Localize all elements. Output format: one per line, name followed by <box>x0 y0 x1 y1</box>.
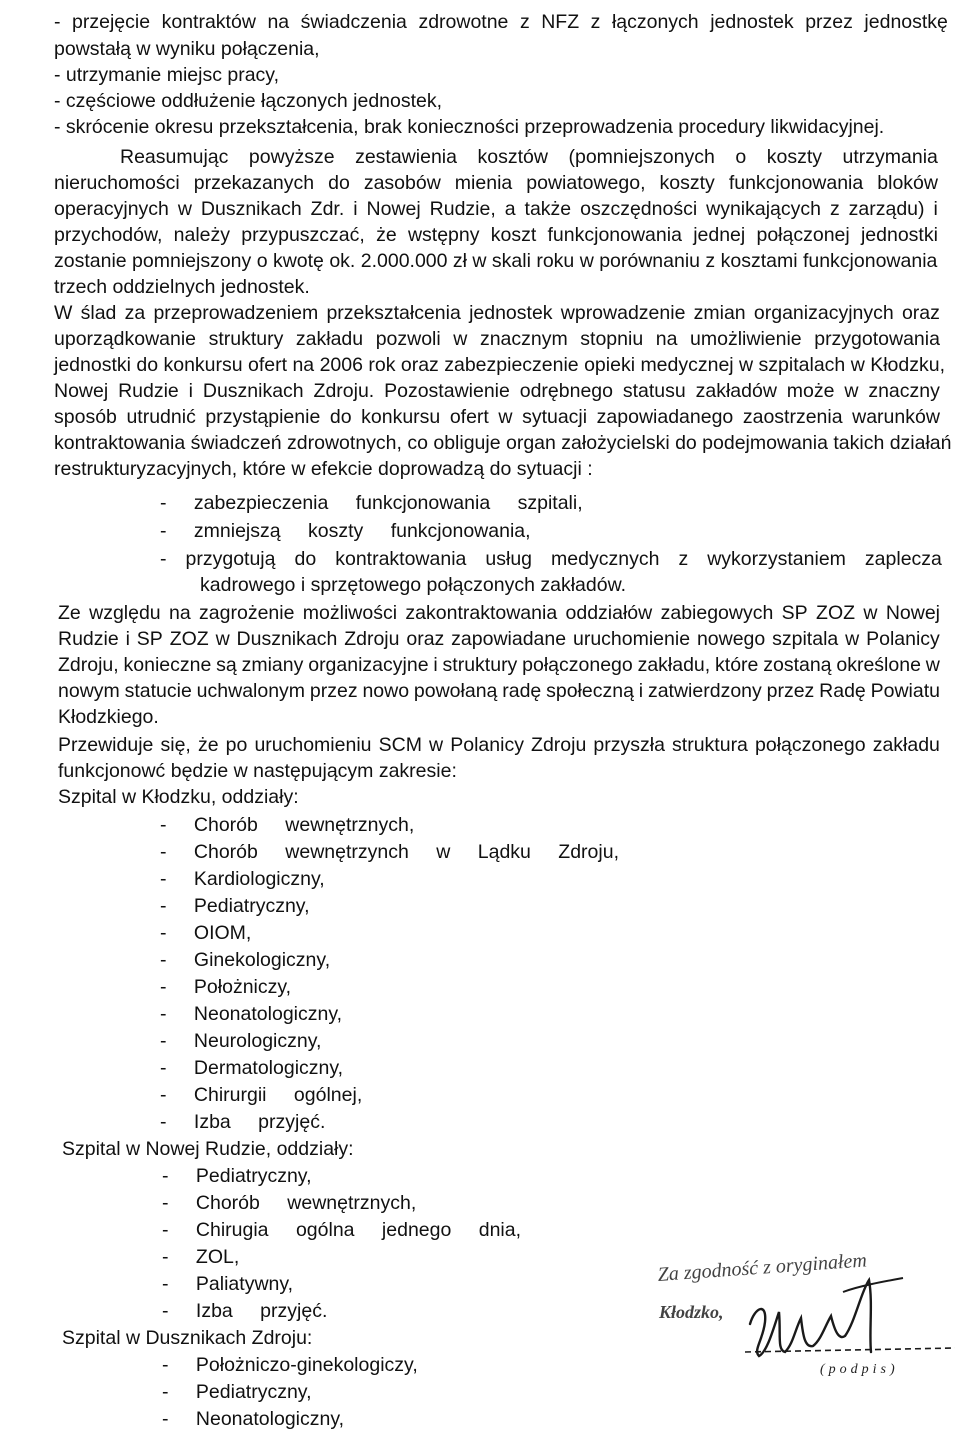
word: przychodów, <box>54 224 163 246</box>
word: oszczędności <box>580 198 698 220</box>
text-line: - Chirugia ogólna jednego dnia, <box>162 1219 522 1241</box>
word: kosztów <box>477 146 548 168</box>
text-line: - Pediatryczny, <box>160 895 310 917</box>
text-line <box>54 300 940 326</box>
word: SP <box>781 602 808 624</box>
word: zatwierdzony <box>647 680 762 702</box>
text-line: Szpital w Dusznikach Zdroju: <box>62 1327 313 1349</box>
text-line <box>54 404 940 430</box>
text-line: - Ginekologiczny, <box>160 949 331 971</box>
word: zapowiadane <box>451 628 567 650</box>
word: nowego <box>696 628 766 650</box>
word: jednostkę <box>864 11 948 33</box>
word: organizacyjne <box>308 654 429 676</box>
word: Dusznikach <box>202 380 304 402</box>
word: przyszła <box>593 734 665 756</box>
text-line: - Neonatologiczny, <box>160 1003 343 1025</box>
text-line <box>160 546 942 572</box>
text-line <box>58 600 940 626</box>
word: w <box>863 602 878 624</box>
word: względu <box>89 602 161 624</box>
word: z <box>678 548 689 570</box>
word: połączonego <box>522 654 633 676</box>
text-line: - Izba przyjęć. <box>160 1111 326 1133</box>
word: usług <box>485 548 533 570</box>
text-line: - Neurologiczny, <box>160 1030 322 1052</box>
word: odrębnego <box>519 380 613 402</box>
word: w <box>844 380 859 402</box>
word: Zdroju <box>344 628 400 650</box>
word: do <box>328 172 350 194</box>
word: przystąpienie <box>205 406 321 428</box>
word: połączonego <box>755 734 866 756</box>
word: że <box>376 224 397 246</box>
text-line <box>58 626 940 652</box>
word: i <box>638 680 644 702</box>
word: połączonej <box>756 224 850 246</box>
word: Ze <box>58 602 81 624</box>
word: zaostrzenia <box>742 406 843 428</box>
text-line: trzech oddzielnych jednostek. <box>54 276 310 298</box>
word: Przewiduje <box>58 734 154 756</box>
word: konieczne <box>123 654 212 676</box>
word: wykorzystaniem <box>707 548 846 570</box>
word: a <box>504 198 516 220</box>
word: możliwości <box>302 602 398 624</box>
word: które <box>715 654 759 676</box>
word: Powiatu <box>870 680 940 702</box>
word: zakładu <box>872 734 940 756</box>
word: Polanicy <box>866 628 940 650</box>
text-line: - zmniejszą koszty funkcjonowania, <box>160 520 531 542</box>
word: zapowiadanego <box>596 406 734 428</box>
word: zasobów <box>363 172 441 194</box>
word: w <box>453 328 468 350</box>
text-line: - utrzymanie miejsc pracy, <box>54 64 280 86</box>
word: w <box>925 654 940 676</box>
stamp-line-2: Kłodzko, <box>659 1302 724 1322</box>
text-line: - Neonatologiczny, <box>162 1408 345 1430</box>
word: przygotowania <box>814 328 940 350</box>
text-line: - Chorób wewnętrznych, <box>160 814 415 836</box>
word: - <box>160 548 167 570</box>
word: Nowej <box>54 380 109 402</box>
word: szpitala <box>772 628 839 650</box>
word: na <box>267 11 290 33</box>
word: o <box>735 146 747 168</box>
text-line: - częściowe oddłużenie łączonych jednostek, <box>54 90 443 112</box>
word: Dusznikach <box>236 628 338 650</box>
word: konkursu <box>361 406 441 428</box>
word: NFZ <box>541 11 580 33</box>
word: Zdroju. <box>313 380 375 402</box>
word: zaplecza <box>864 548 942 570</box>
text-line <box>54 170 938 196</box>
word: przygotują <box>185 548 276 570</box>
word: przez <box>766 680 815 702</box>
word: jednostki <box>860 224 938 246</box>
word: wstępny <box>407 224 480 246</box>
word: - <box>54 11 61 33</box>
word: oraz <box>406 628 445 650</box>
word: Zdr. <box>310 198 345 220</box>
text-line: - zabezpieczenia funkcjonowania szpitali, <box>160 492 583 514</box>
word: Radę <box>819 680 866 702</box>
word: przejęcie <box>72 11 151 33</box>
word: i <box>433 654 438 676</box>
word: wprowadzenie <box>560 302 686 324</box>
word: ZOZ <box>816 602 856 624</box>
word: warunków <box>852 406 940 428</box>
word: z <box>590 11 601 33</box>
text-line <box>54 196 938 222</box>
certification-stamp <box>655 1249 955 1422</box>
word: Reasumując <box>120 146 229 168</box>
word: do <box>294 548 317 570</box>
word: powyższe <box>248 146 335 168</box>
word: zarządu) <box>848 198 925 220</box>
word: zmiany <box>241 654 304 676</box>
word: organizacyjnych <box>753 302 894 324</box>
word: znaczny <box>868 380 940 402</box>
word: określone <box>836 654 921 676</box>
word: bloków <box>877 172 938 194</box>
word: znacznym <box>479 328 568 350</box>
word: świadczenia <box>300 11 407 33</box>
signature-mark <box>655 1252 955 1422</box>
text-line: - Kardiologiczny, <box>160 868 325 890</box>
word: koszty <box>766 146 822 168</box>
word: należy <box>173 224 231 246</box>
word: struktura <box>672 734 748 756</box>
word: w <box>429 734 444 756</box>
word: nowo <box>362 680 410 702</box>
word: funkcjonowania <box>547 224 682 246</box>
word: sposób <box>54 406 117 428</box>
word: wynikających <box>706 198 821 220</box>
word: oraz <box>901 302 940 324</box>
word: jednej <box>693 224 746 246</box>
word: na <box>169 602 191 624</box>
word: Zdroju <box>531 734 587 756</box>
word: zostaną <box>763 654 832 676</box>
text-line: - Pediatryczny, <box>162 1165 312 1187</box>
word: nieruchomości <box>54 172 180 194</box>
word: oddziałów <box>565 602 653 624</box>
text-line: Szpital w Nowej Rudzie, oddziały: <box>62 1138 354 1160</box>
word: także <box>524 198 572 220</box>
word: ofert <box>449 406 489 428</box>
word: radę <box>502 680 542 702</box>
word: z <box>519 11 530 33</box>
word: zakładu <box>295 328 364 350</box>
word: zmian <box>693 302 746 324</box>
word: uporządkowanie <box>54 328 197 350</box>
text-line: - skrócenie okresu przekształcenia, brak konieczności przeprowadzenia procedury likwidacyjnej. <box>54 116 885 138</box>
word: uruchomieniu <box>254 734 372 756</box>
word: do <box>329 406 352 428</box>
word: przekazanych <box>193 172 315 194</box>
word: SCM <box>378 734 422 756</box>
text-line: kontraktowania świadczeń zdrowotnych, co obliguje organ założycielski do podejmowania takich działań <box>54 432 952 454</box>
word: utrudnić <box>126 406 196 428</box>
word: kontraktowania <box>335 548 467 570</box>
word: Polanicy <box>450 734 524 756</box>
word: Rudzie <box>58 628 119 650</box>
word: przeprowadzeniem <box>153 302 319 324</box>
word: Pozostawienie <box>384 380 510 402</box>
text-line: - Dermatologiczny, <box>160 1057 344 1079</box>
text-line <box>58 678 940 704</box>
word: są <box>216 654 237 676</box>
word: w <box>177 198 192 220</box>
word: w <box>215 628 230 650</box>
word: koszty <box>659 172 715 194</box>
word: uruchomienie <box>572 628 691 650</box>
text-line <box>120 144 938 170</box>
text-line: - Położniczo-ginekologiczy, <box>162 1354 418 1376</box>
word: (pomniejszonych <box>568 146 715 168</box>
text-line: - OIOM, <box>160 922 252 944</box>
word: z <box>829 198 840 220</box>
text-line: zostanie pomniejszony o kwotę ok. 2.000.000 zł w skali roku w porównaniu z kosztami funkcjonowania <box>54 250 938 272</box>
text-line: - Paliatywny, <box>162 1273 294 1295</box>
text-line <box>54 222 938 248</box>
word: przypuszczać, <box>241 224 365 246</box>
text-line: - Pediatryczny, <box>162 1381 312 1403</box>
word: i <box>933 198 938 220</box>
word: powiatowego, <box>526 172 646 194</box>
word: przez <box>309 680 358 702</box>
word: ślad <box>80 302 117 324</box>
word: statucie <box>124 680 192 702</box>
text-line: restrukturyzacyjnych, które w efekcie doprowadzą do sytuacji : <box>54 458 593 480</box>
text-line: Szpital w Kłodzku, oddziały: <box>58 786 299 808</box>
text-line <box>54 9 948 35</box>
word: przez <box>805 11 853 33</box>
word: na <box>655 328 678 350</box>
text-line: - ZOL, <box>162 1246 240 1268</box>
word: Nowej <box>366 198 421 220</box>
word: Rudzie <box>118 380 179 402</box>
word: zestawienia <box>355 146 457 168</box>
word: się, <box>160 734 191 756</box>
word: struktury <box>208 328 284 350</box>
word: że <box>197 734 219 756</box>
text-line: - Położniczy, <box>160 976 292 998</box>
word: powołaną <box>413 680 498 702</box>
word: Dusznikach <box>200 198 302 220</box>
word: przekształcenia <box>326 302 461 324</box>
text-line: funkcjonowć będzie w następującym zakresie: <box>58 760 457 782</box>
word: jednostek <box>469 302 553 324</box>
word: struktury <box>442 654 518 676</box>
word: zakontraktowania <box>405 602 558 624</box>
word: statusu <box>622 380 686 402</box>
text-line: powstałą w wyniku połączenia, <box>54 38 320 60</box>
text-line <box>54 326 940 352</box>
word: i <box>188 380 193 402</box>
text-line: - Izba przyjęć. <box>162 1300 328 1322</box>
stamp-line-1: Za zgodność z oryginałem <box>657 1249 868 1286</box>
word: zdrowotne <box>418 11 509 33</box>
text-line: Kłodzkiego. <box>58 706 159 728</box>
word: może <box>786 380 835 402</box>
word: operacyjnych <box>54 198 169 220</box>
word: jednostek <box>710 11 794 33</box>
word: mienia <box>454 172 513 194</box>
stamp-caption: (podpis) <box>820 1362 899 1377</box>
word: w <box>498 406 513 428</box>
word: funkcjonowania <box>728 172 864 194</box>
text-line: kadrowego i sprzętowego połączonych zakładów. <box>200 574 627 596</box>
word: po <box>225 734 248 756</box>
word: Zdroju, <box>58 654 119 676</box>
word: SP <box>136 628 163 650</box>
word: Nowej <box>885 602 940 624</box>
text-line: - Chirurgii ogólnej, <box>160 1084 363 1106</box>
word: ZOZ <box>169 628 209 650</box>
word: kontraktów <box>161 11 256 33</box>
word: koszt <box>490 224 537 246</box>
word: za <box>124 302 146 324</box>
word: zakładu, <box>637 654 711 676</box>
word: medycznych <box>551 548 660 570</box>
text-line: jednostki do konkursu ofert na 2006 rok oraz zabezpieczenie opieki medycznej w szpitalach w Kłodzku, <box>54 354 945 376</box>
text-line <box>58 652 940 678</box>
word: i <box>125 628 130 650</box>
word: w <box>845 628 860 650</box>
word: społeczną <box>546 680 634 702</box>
word: Rudzie, <box>429 198 496 220</box>
word: utrzymania <box>842 146 938 168</box>
word: uchwalonym <box>196 680 306 702</box>
word: nowym <box>58 680 120 702</box>
word: pozwoli <box>375 328 441 350</box>
word: zakładów <box>695 380 777 402</box>
word: łączonych <box>611 11 699 33</box>
word: W <box>54 302 73 324</box>
word: sytuacji <box>522 406 588 428</box>
text-line <box>54 378 940 404</box>
word: stopniu <box>580 328 644 350</box>
word: zabiegowych <box>660 602 774 624</box>
word: zagrożenie <box>199 602 295 624</box>
text-line: - Chorób wewnętrzynch w Lądku Zdroju, <box>160 841 619 863</box>
text-line <box>58 732 940 758</box>
word: i <box>353 198 358 220</box>
word: umożliwienie <box>690 328 802 350</box>
text-line: - Chorób wewnętrznych, <box>162 1192 417 1214</box>
